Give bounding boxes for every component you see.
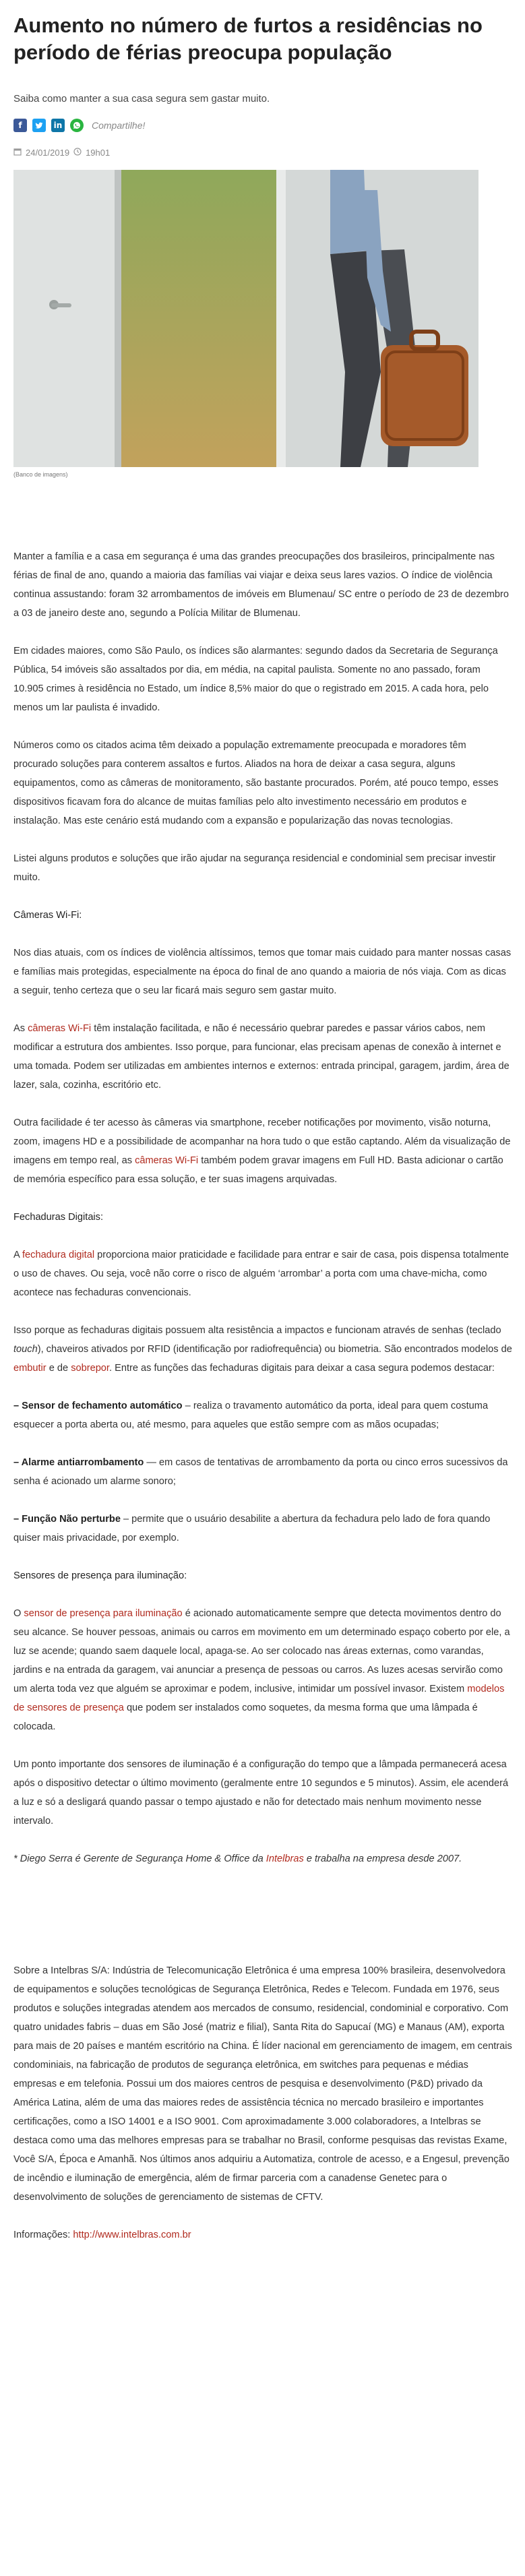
article-body [13,547,512,2263]
share-label: Compartilhe! [92,120,146,131]
link-sobrepor[interactable]: sobrepor [71,1363,109,1374]
paragraph: Um ponto importante dos sensores de iluminação é a configuração do tempo que a lâmpada permanecerá acesa após o dispositivo detectar o último movimento (geralmente entre 10 segundos e 5 minutos). Assim, ele acenderá a luz e só a desligará quando passar o tempo ajustado e não for detectado mais nenhum movimento nesse intervalo. [13,1759,509,1827]
facebook-icon[interactable]: f [13,119,27,132]
bullet-title: – Alarme antiarrombamento [13,1457,144,1468]
paragraph [13,1321,512,1378]
bullet-item [13,1453,512,1491]
text: e trabalha na empresa desde 2007. [303,1853,462,1864]
article-date: 24/01/2019 [26,148,70,158]
article-header [13,0,512,478]
info-label: Informações: [13,2230,73,2240]
paragraph: Listei alguns produtos e soluções que irão ajudar na segurança residencial e condominial sem precisar investir muito. [13,853,496,883]
link-sensor-presenca[interactable]: sensor de presença para iluminação [24,1608,183,1619]
author-note [13,1849,512,1868]
link-intelbras[interactable]: Intelbras [266,1853,304,1864]
text: Outra facilidade é ter acesso às câmeras via smartphone, receber notificações por movimento, visão noturna, zoom, imagens HD e a possibilidade de acompanhar na hora tudo o que estão captando. Além da visualização de imagens em tempo real, as [13,1117,511,1166]
section-heading-fechaduras: Fechaduras Digitais: [13,1212,104,1223]
paragraph [13,1246,512,1302]
text: . Entre as funções das fechaduras digitais para deixar a casa segura podemos destacar: [109,1363,495,1374]
link-cameras-wifi-2[interactable]: câmeras Wi-Fi [135,1155,199,1166]
paragraph: Nos dias atuais, com os índices de violência altíssimos, temos que tomar mais cuidado para manter nossas casas e famílias mais protegidas, especialmente na época do final de ano quando a maioria de nós viaja. Com as dicas a seguir, tenho certeza que o seu lar ficará mais seguro sem gastar muito. [13,948,512,996]
text: Isso porque as fechaduras digitais possuem alta resistência a impactos e funcionam através de senhas (teclado [13,1325,501,1336]
text: – realiza o travamento automático da porta, ideal para quem costuma esquecer a porta aberta ou, até mesmo, para aqueles que estão sempre com as mãos ocupadas; [13,1401,489,1430]
text: A [13,1250,22,1260]
paragraph [13,1113,512,1189]
info-line [13,2226,512,2244]
spacer [13,1887,512,1961]
text: As [13,1023,28,1034]
paragraph: Manter a família e a casa em segurança é uma das grandes preocupações dos brasileiros, principalmente nas férias de final de ano, quando a maioria das famílias vai viajar e deixa seus lares vazios. O índice de violência continua assustando: foram 32 arrombamentos de imóveis em Blumenau/ SC entre o período de 23 de dezembro a 03 de janeiro deste ano, segundo a Polícia Militar de Blumenau. [13,551,509,619]
article-time: 19h01 [86,148,111,158]
bullet-title: – Sensor de fechamento automático [13,1401,183,1411]
image-caption: (Banco de imagens) [13,471,68,478]
text: também podem gravar imagens em Full HD. Basta adicionar o cartão de memória específico para essa solução, e ter suas imagens arquivadas. [13,1155,503,1185]
share-bar [13,118,512,133]
text: * Diego Serra é Gerente de Segurança Home & Office da [13,1853,266,1864]
section-heading-cameras: Câmeras Wi-Fi: [13,910,82,921]
section-heading-sensores: Sensores de presença para iluminação: [13,1570,187,1581]
paragraph: Números como os citados acima têm deixado a população extremamente preocupada e moradores têm procurado soluções para conterem assaltos e furtos. Aliados na hora de deixar a casa segura, alguns equipamentos, como as câmeras de monitoramento, são bastante procurados. Porém, até pouco tempo, esses dispositivos ficavam fora do alcance de muitas famílias pelo alto investimento necessário em produtos e instalação. Mas este cenário está mudando com a expansão e popularização das novas tecnologias. [13,740,499,826]
link-embutir[interactable]: embutir [13,1363,47,1374]
article-title: Aumento no número de furtos a residências no período de férias preocupa população [13,13,483,64]
text-italic: touch [13,1344,38,1355]
link-modelos-sensores[interactable]: modelos de sensores de presença [13,1684,505,1713]
text: – permite que o usuário desabilite a abertura da fechadura pelo lado de fora quando quiser mais privacidade, por exemplo. [13,1514,491,1543]
calendar-icon [13,148,22,158]
paragraph [13,1019,512,1095]
bullet-item [13,1397,512,1434]
article-meta [13,148,512,158]
text: que podem ser instalados como soquetes, da mesma forma que uma lâmpada é colocada. [13,1703,478,1732]
link-cameras-wifi[interactable]: câmeras Wi-Fi [28,1023,92,1034]
paragraph [13,1604,512,1736]
linkedin-icon[interactable]: in [51,119,65,132]
bullet-item [13,1510,512,1547]
paragraph: Em cidades maiores, como São Paulo, os índices são alarmantes: segundo dados da Secretaria de Segurança Pública, 54 imóveis são assaltados por dia, em média, na capital paulista. Somente no ano passado, foram 10.905 crimes à residência no Estado, um índice 8,5% maior do que o registrado em 2015. A cada hora, pelo menos um lar paulista é invadido. [13,646,498,713]
text: e de [46,1363,71,1374]
clock-icon [73,148,82,158]
text: é acionado automaticamente sempre que detecta movimentos dentro do seu alcance. Se houver pessoas, animais ou carros em movimento em um determinado espaço coberto por ele, a luz se acende; quando saem daquele local, apaga-se. Ao ser colocado nas áreas externas, como varandas, jardins e na entrada da garagem, vai anunciar a presença de pessoas ou carros. As luzes acesas servirão como um alerta toda vez que alguém se aproximar e podem, inclusive, intimidar um possível invasor. Existem [13,1608,510,1694]
text: O [13,1608,24,1619]
link-fechadura-digital[interactable]: fechadura digital [22,1250,95,1260]
twitter-icon[interactable] [32,119,46,132]
text: — em casos de tentativas de arrombamento da porta ou cinco erros sucessivos da senha é acionado um alarme sonoro; [13,1457,508,1487]
text: têm instalação facilitada, e não é necessário quebrar paredes e passar vários cabos, nem modificar a estrutura dos ambientes. Isso porque, para funcionar, elas precisam apenas de conexão à internet e uma tomada. Podem ser utilizadas em ambientes internos e externos: entrada principal, garagem, jardim, área de lazer, sala, cozinha, escritório etc. [13,1023,509,1091]
link-intelbras-site[interactable]: http://www.intelbras.com.br [73,2230,191,2240]
article-subtitle: Saiba como manter a sua casa segura sem gastar muito. [13,93,270,104]
text: ), chaveiros ativados por RFID (identificação por radiofrequência) ou biometria. São encontrados modelos de [37,1344,512,1355]
whatsapp-icon[interactable] [70,119,84,132]
article-photo [13,170,478,467]
bullet-title: – Função Não perturbe [13,1514,121,1525]
about-paragraph: Sobre a Intelbras S/A: Indústria de Telecomunicação Eletrônica é uma empresa 100% brasileira, desenvolvedora de equipamentos e soluções tecnológicas de Segurança Eletrônica, Redes e Telecom. Fundada em 1976, seus produtos e soluções integradas atendem aos mercados de consumo, residencial, condominial e corporativo. Com quatro unidades fabris – duas em São José (matriz e filial), Santa Rita do Sapucaí (MG) e Manaus (AM), exporta para mais de 20 países e mantém escritório na China. É líder nacional em gerenciamento de imagem, em centrais condominiais, na fabricação de produtos de segurança eletrônica, em switches para pequenas e médias empresas e em telefonia. Possui um dos maiores centros de pesquisa e desenvolvimento (P&D) privado da América Latina, além de uma das maiores redes de assistência técnica no mercado brasileiro e importantes certificações, como a ISO 14001 e a ISO 9001. Com aproximadamente 3.000 colaboradores, a Intelbras se destaca como uma das melhores empresas para se trabalhar no Brasil, conforme pesquisas das revistas Exame, Você S/A, Época e Amanhã. Nos últimos anos adquiriu a Automatiza, controle de acesso, e a Engesul, prevenção de incêndio e iluminação de emergência, além de firmar parceria com a canadense Genetec para o desenvolvimento de soluções de gerenciamento de sistemas de CFTV. [13,1965,512,2203]
text: proporciona maior praticidade e facilidade para entrar e sair de casa, pois dispensa totalmente o uso de chaves. Ou seja, você não corre o risco de alguém ‘arrombar’ a porta com uma chave-micha, como acontece nas fechaduras convencionais. [13,1250,509,1298]
